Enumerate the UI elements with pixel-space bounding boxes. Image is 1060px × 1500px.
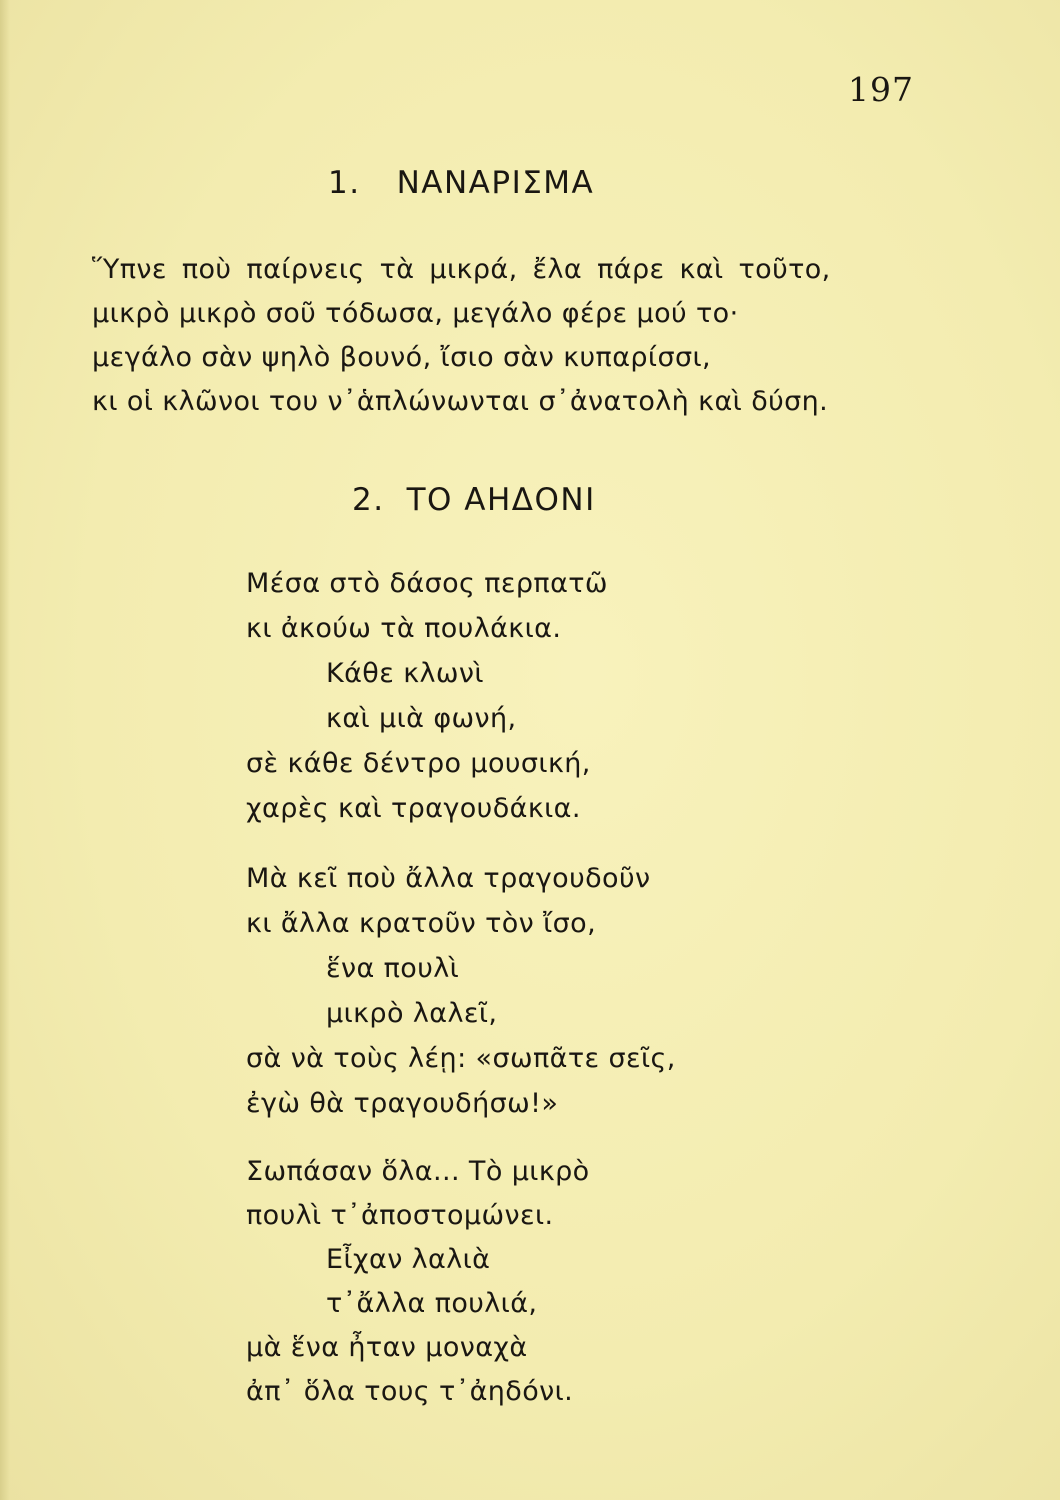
poem2-line: ἐγὼ θὰ τραγουδήσω!» xyxy=(246,1088,559,1119)
poem1-line: μεγάλο σὰν ψηλὸ βουνό, ἴσιο σὰν κυπαρίσσι, xyxy=(92,342,712,373)
poem1-line: μικρὸ μικρὸ σοῦ τόδωσα, μεγάλο φέρε μού το· xyxy=(92,298,739,329)
poem2-line: Μὰ κεῖ ποὺ ἄλλα τραγουδοῦν xyxy=(246,863,651,894)
poem2-line: σὰ νὰ τοὺς λέῃ: «σωπᾶτε σεῖς, xyxy=(246,1043,676,1074)
page-number: 197 xyxy=(848,70,914,109)
poem2-line: ἕνα πουλὶ xyxy=(326,953,460,984)
poem2-line: σὲ κάθε δέντρο μουσική, xyxy=(246,748,591,779)
poem2-line: πουλὶ τ᾿ἀποστομώνει. xyxy=(246,1200,554,1231)
poem2-line: μὰ ἕνα ἦταν μοναχὰ xyxy=(246,1332,528,1363)
poem2-line: κι ἄλλα κρατοῦν τὸν ἴσο, xyxy=(246,908,597,939)
poem2-line: καὶ μιὰ φωνή, xyxy=(326,703,517,734)
poem2-line: Εἶχαν λαλιὰ xyxy=(326,1244,491,1275)
poem2-heading xyxy=(352,482,596,518)
poem2-line: ἀπ᾿ ὅλα τους τ᾿ἀηδόνι. xyxy=(246,1376,574,1407)
poem2-line: χαρὲς καὶ τραγουδάκια. xyxy=(246,793,581,824)
poem2-line: Κάθε κλωνὶ xyxy=(326,658,484,689)
poem2-line: τ᾿ἄλλα πουλιά, xyxy=(326,1288,538,1319)
poem2-number: 2. xyxy=(352,482,385,518)
poem2-title: ΤΟ ΑΗΔΟΝΙ xyxy=(406,482,596,518)
poem2-line: Σωπάσαν ὅλα... Τὸ μικρὸ xyxy=(246,1156,590,1187)
poem2-line: Μέσα στὸ δάσος περπατῶ xyxy=(246,568,608,599)
poem2-line: μικρὸ λαλεῖ, xyxy=(326,998,498,1029)
poem1-title: ΝΑΝΑΡΙΣΜΑ xyxy=(396,165,595,201)
poem1-heading xyxy=(328,165,594,201)
poem2-line: κι ἀκούω τὰ πουλάκια. xyxy=(246,613,562,644)
poem1-line: κι οἱ κλῶνοι του ν᾿ἁπλώνωνται σ᾿ἀνατολὴ καὶ δύση. xyxy=(92,386,829,417)
poem1-line: Ὕπνε ποὺ παίρνεις τὰ μικρά, ἔλα πάρε καὶ τοῦτο, xyxy=(92,254,831,285)
page-edge-shadow xyxy=(0,0,10,1500)
poem1-number: 1. xyxy=(328,165,361,201)
